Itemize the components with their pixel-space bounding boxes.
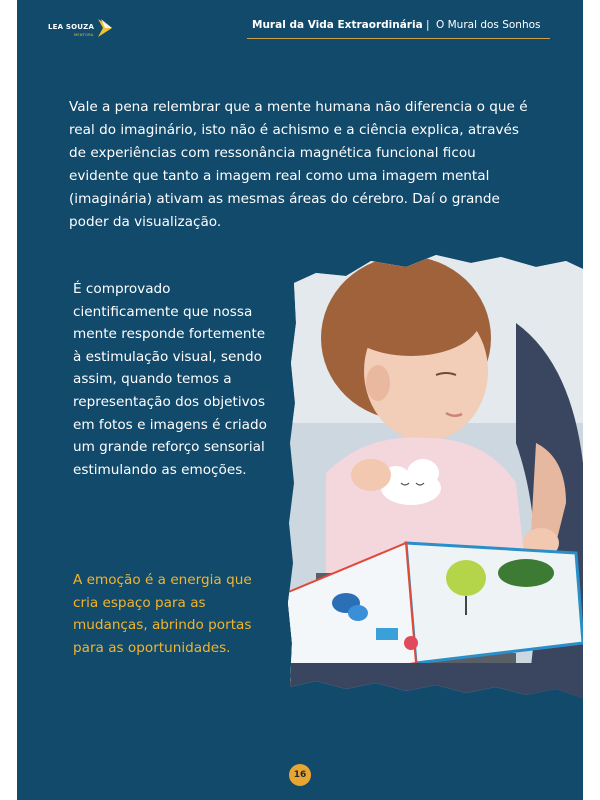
arrow-mark-icon: [97, 18, 113, 38]
highlight-paragraph: A emoção é a energia que cria espaço para as mudanças, abrindo portas para as oportunidades.: [73, 572, 252, 656]
body-paragraph: É comprovado cientificamente que nossa mente responde fortemente à estimulação visual, sendo assim, quando temos a representação dos objetivos em fotos e imagens é criado um grande reforço sensorial estimulando as emoções.: [73, 281, 267, 478]
baby-reading-photo: [286, 243, 583, 703]
intro-paragraph: Vale a pena relembrar que a mente humana não diferencia o que é real do imaginário, isto não é achismo e a ciência explica, através de experiências com ressonância magnética funcional ficou evidente que tanto a imagem real como uma imagem mental (imaginária) ativam as mesmas áreas do cérebro. Daí o grande poder da visualização.: [69, 99, 528, 230]
header: [247, 16, 550, 39]
header-subtitle: O Mural dos Sonhos: [436, 19, 541, 31]
header-title: Mural da Vida Extraordinária: [252, 19, 423, 31]
logo-subtitle: MENTORA: [74, 33, 94, 37]
page: [17, 0, 583, 800]
page-number-badge: 16: [289, 764, 311, 786]
logo-name: LEA SOUZA: [48, 23, 95, 31]
header-separator: |: [426, 19, 430, 31]
